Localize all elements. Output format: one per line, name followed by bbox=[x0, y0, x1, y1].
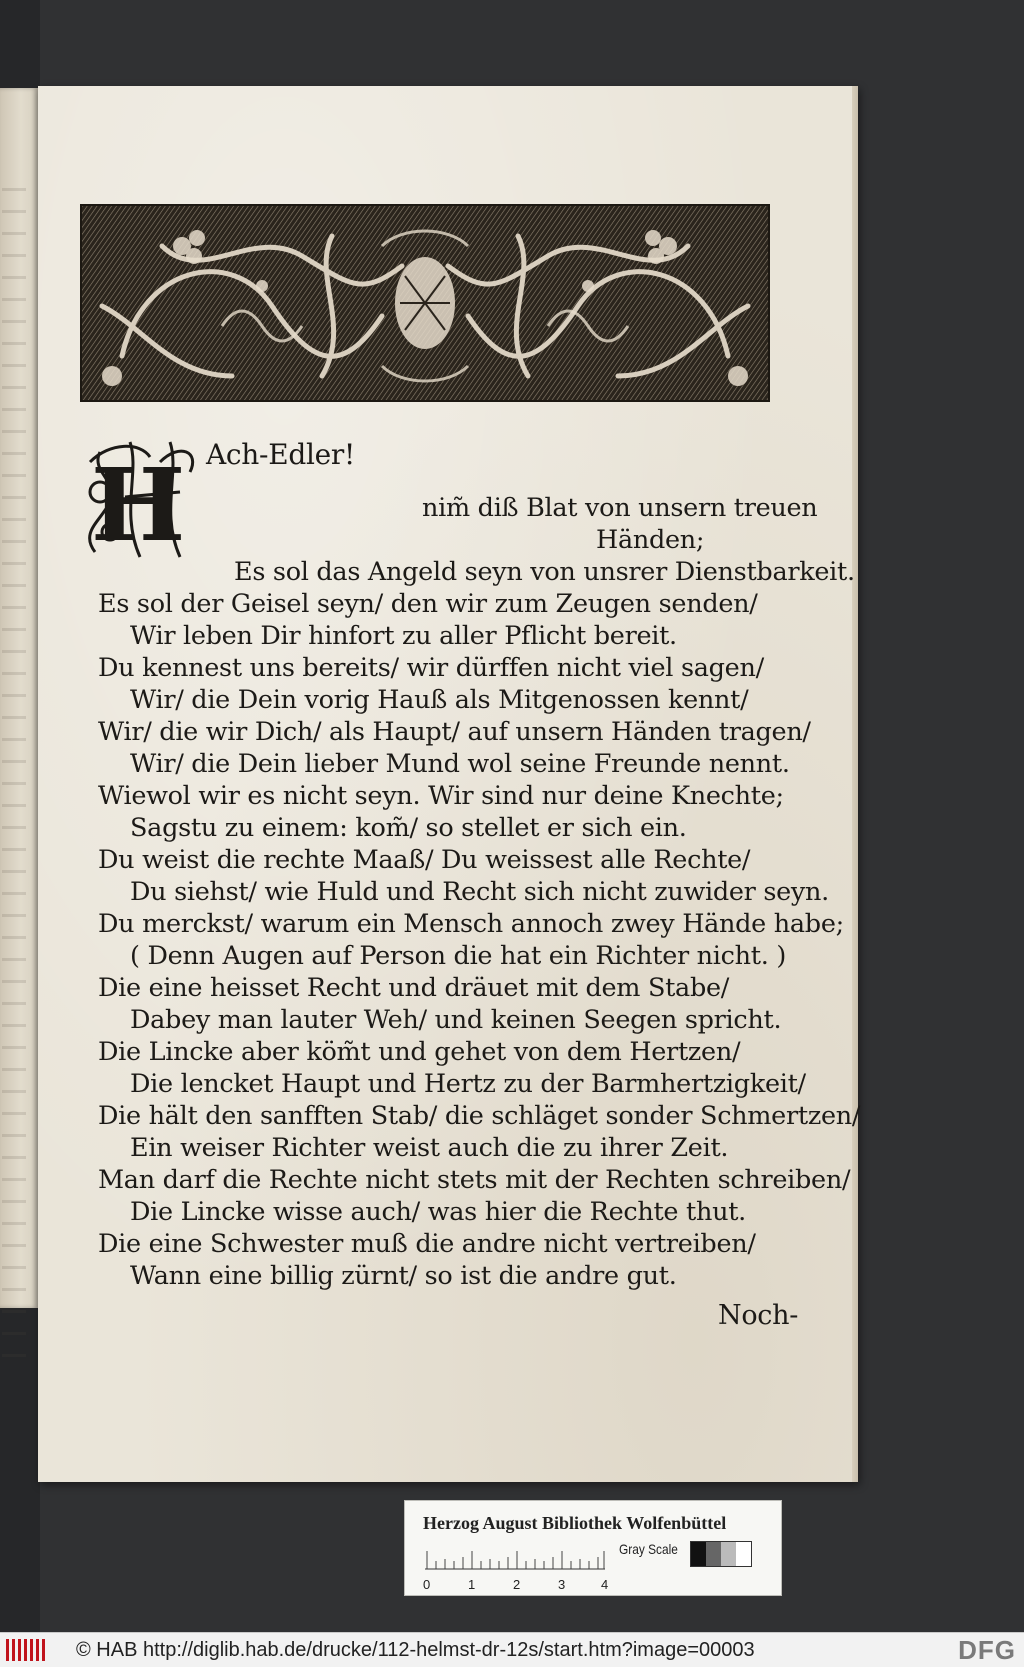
swatch-dark-gray bbox=[706, 1542, 721, 1566]
previous-page-text-marks bbox=[2, 188, 26, 1368]
grayscale-label: Gray Scale bbox=[619, 1541, 678, 1557]
library-scale-label bbox=[404, 1500, 782, 1596]
document-page bbox=[38, 86, 861, 1482]
ruler-number: 3 bbox=[558, 1577, 566, 1592]
poem-line: Wiewol wir es nicht seyn. Wir sind nur deine Knechte; bbox=[98, 781, 784, 811]
woodcut-ornament-header bbox=[80, 204, 770, 402]
poem-line: Händen; bbox=[596, 525, 705, 555]
ruler-number: 4 bbox=[601, 1577, 609, 1592]
library-name: Herzog August Bibliothek Wolfenbüttel bbox=[423, 1513, 727, 1533]
barcode-icon bbox=[6, 1639, 46, 1661]
poem-line: Die Lincke wisse auch/ was hier die Rechte thut. bbox=[130, 1197, 746, 1227]
poem-line: Wir leben Dir hinfort zu aller Pflicht bereit. bbox=[130, 621, 677, 651]
poem-line: Die eine heisset Recht und dräuet mit dem Stabe/ bbox=[98, 973, 730, 1003]
poem-line: Du siehst/ wie Huld und Recht sich nicht zuwider seyn. bbox=[130, 877, 829, 907]
poem-line: Du kennest uns bereits/ wir dürffen nicht viel sagen/ bbox=[98, 653, 764, 683]
poem-line: Es sol das Angeld seyn von unsrer Dienstbarkeit. bbox=[234, 557, 855, 587]
poem-line: Wir/ die Dein vorig Hauß als Mitgenossen kennt/ bbox=[130, 685, 749, 715]
footer-bar bbox=[0, 1632, 1024, 1667]
poem-line: Die eine Schwester muß die andre nicht vertreiben/ bbox=[98, 1229, 756, 1259]
page-edge bbox=[852, 86, 858, 1482]
poem-line: Ein weiser Richter weist auch die zu ihrer Zeit. bbox=[130, 1133, 729, 1163]
swatch-white bbox=[736, 1542, 751, 1566]
poem-line: Sagstu zu einem: kom̃/ so stellet er sich ein. bbox=[130, 813, 687, 843]
poem-line: Wir/ die wir Dich/ als Haupt/ auf unsern Händen tragen/ bbox=[98, 717, 811, 747]
poem-line: Die Lincke aber köm̃t und gehet von dem Hertzen/ bbox=[98, 1037, 741, 1067]
ruler-number: 0 bbox=[423, 1577, 431, 1592]
swatch-light-gray bbox=[721, 1542, 736, 1566]
ruler-number: 1 bbox=[468, 1577, 476, 1592]
footer-source-link[interactable]: © HAB http://diglib.hab.de/drucke/112-helmst-dr-12s/start.htm?image=00003 bbox=[76, 1639, 755, 1661]
poem-line: nim̃ diß Blat von unsern treuen bbox=[422, 493, 818, 523]
poem-line: Wir/ die Dein lieber Mund wol seine Freunde nennt. bbox=[130, 749, 790, 779]
dfg-logo: DFG bbox=[958, 1635, 1016, 1665]
poem-line: Wann eine billig zürnt/ so ist die andre gut. bbox=[130, 1261, 677, 1291]
poem-line: Dabey man lauter Weh/ und keinen Seegen spricht. bbox=[130, 1005, 782, 1035]
swatch-black bbox=[691, 1542, 706, 1566]
previous-page-edge bbox=[0, 88, 38, 1308]
catchword: Noch- bbox=[718, 1300, 799, 1331]
poem-line: Die hält den sanfften Stab/ die schläget sonder Schmertzen/ bbox=[98, 1101, 861, 1131]
drop-cap-letter: H bbox=[90, 446, 186, 562]
ruler-scale bbox=[425, 1547, 605, 1571]
poem-line: Du weist die rechte Maaß/ Du weissest alle Rechte/ bbox=[98, 845, 751, 875]
ruler-number: 2 bbox=[513, 1577, 521, 1592]
poem-line: ( Denn Augen auf Person die hat ein Richter nicht. ) bbox=[130, 941, 786, 971]
decorated-initial bbox=[80, 432, 202, 562]
poem-line: Es sol der Geisel seyn/ den wir zum Zeugen senden/ bbox=[98, 589, 758, 619]
ornament-graphic bbox=[82, 206, 768, 400]
poem-line: Du merckst/ warum ein Mensch annoch zwey Hände habe; bbox=[98, 909, 844, 939]
poem-line: Die lencket Haupt und Hertz zu der Barmhertzigkeit/ bbox=[130, 1069, 806, 1099]
grayscale-swatch bbox=[690, 1541, 752, 1567]
poem-line: Man darf die Rechte nicht stets mit der Rechten schreiben/ bbox=[98, 1165, 851, 1195]
salutation: Ach-Edler! bbox=[206, 438, 355, 471]
